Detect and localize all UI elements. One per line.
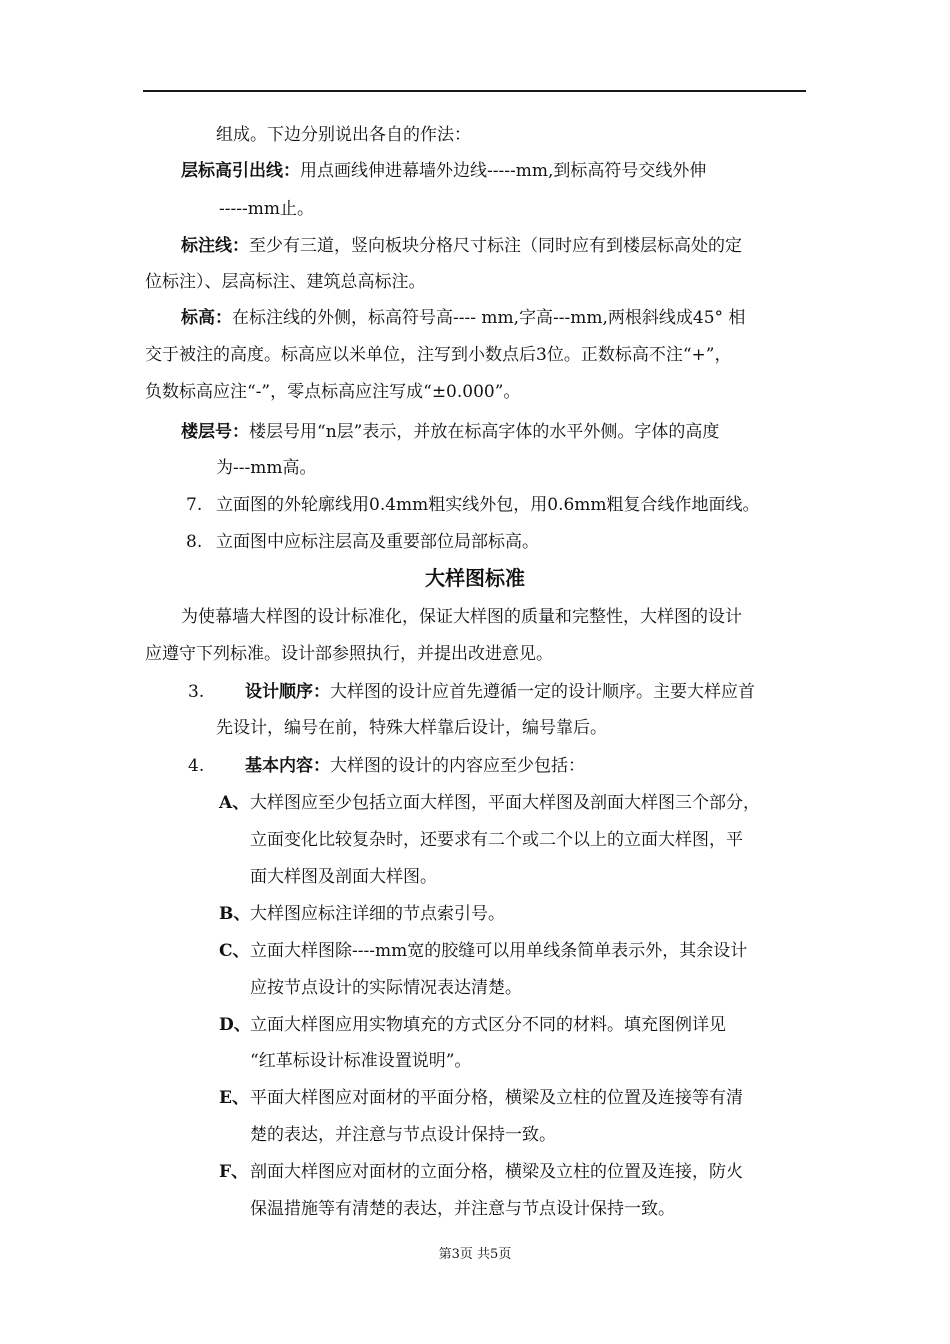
- text-line: 大样图应至少包括立面大样图，平面大样图及剖面大样图三个部分，: [250, 793, 760, 813]
- text-line: 为使幕墙大样图的设计标准化，保证大样图的质量和完整性，大样图的设计: [181, 607, 742, 627]
- text-line: -----mm止。: [219, 199, 314, 219]
- sub-item-mark: C、: [219, 941, 250, 961]
- text-line: 立面大样图应用实物填充的方式区分不同的材料。填充图例详见: [250, 1015, 726, 1035]
- sub-item-mark: A、: [219, 793, 250, 813]
- term-label: 楼层号：: [181, 422, 249, 442]
- sub-item-mark: F、: [219, 1162, 249, 1182]
- text-line: 负数标高应注“-”，零点标高应注写成“±0.000”。: [145, 382, 521, 402]
- term-label: 层标高引出线：: [181, 161, 300, 181]
- section-title: 大样图标准: [425, 566, 525, 590]
- term-label: 标注线：: [181, 236, 249, 256]
- text-line: 剖面大样图应对面材的立面分格，横梁及立柱的位置及连接，防火: [250, 1162, 743, 1182]
- text-line: 组成。下边分别说出各自的作法：: [216, 125, 471, 145]
- text-line: “红革标设计标准设置说明”。: [250, 1051, 472, 1071]
- text-line: 基本内容：大样图的设计的内容应至少包括：: [245, 756, 585, 776]
- list-number: 8.: [186, 532, 203, 552]
- text-line: 为---mm高。: [216, 458, 317, 478]
- text-line: 面大样图及剖面大样图。: [250, 867, 437, 887]
- list-number: 3.: [188, 682, 205, 702]
- text-line: 位标注）、层高标注、建筑总高标注。: [145, 272, 426, 292]
- text-line: 标注线：至少有三道，竖向板块分格尺寸标注（同时应有到楼层标高处的定: [181, 236, 742, 256]
- text-line: 立面变化比较复杂时，还要求有二个或二个以上的立面大样图，平: [250, 830, 743, 850]
- term-label: 基本内容：: [245, 756, 330, 776]
- text-line: 应按节点设计的实际情况表达清楚。: [250, 978, 522, 998]
- sub-item-mark: D、: [219, 1015, 251, 1035]
- text-line: 大样图应标注详细的节点索引号。: [250, 904, 505, 924]
- sub-item-mark: B、: [219, 904, 251, 924]
- text-line: 层标高引出线：用点画线伸进幕墙外边线-----mm,到标高符号交线外伸: [181, 161, 707, 181]
- text-line: 设计顺序：大样图的设计应首先遵循一定的设计顺序。主要大样应首: [245, 682, 755, 702]
- text-line: 立面大样图除----mm宽的胶缝可以用单线条简单表示外，其余设计: [250, 941, 748, 961]
- header-rule: [143, 90, 806, 92]
- list-number: 7.: [186, 495, 203, 515]
- text-line: 楼层号：楼层号用“n层”表示，并放在标高字体的水平外侧。字体的高度: [181, 422, 720, 442]
- page-number: 第3页 共5页: [438, 1247, 512, 1262]
- text-line: 立面图的外轮廓线用0.4mm粗实线外包，用0.6mm粗复合线作地面线。: [216, 495, 760, 515]
- text-line: 应遵守下列标准。设计部参照执行，并提出改进意见。: [145, 644, 553, 664]
- text-line: 交于被注的高度。标高应以米单位，注写到小数点后3位。正数标高不注“+”，: [145, 345, 732, 365]
- text-line: 平面大样图应对面材的平面分格，横梁及立柱的位置及连接等有清: [250, 1088, 743, 1108]
- sub-item-mark: E、: [219, 1088, 249, 1108]
- term-label: 标高：: [181, 308, 232, 328]
- text-line: 立面图中应标注层高及重要部位局部标高。: [216, 532, 539, 552]
- text-line: 标高：在标注线的外侧，标高符号高---- mm,字高---mm,两根斜线成45° 相: [181, 308, 746, 328]
- text-line: 先设计，编号在前，特殊大样靠后设计，编号靠后。: [216, 718, 607, 738]
- text-line: 保温措施等有清楚的表达，并注意与节点设计保持一致。: [250, 1199, 675, 1219]
- term-label: 设计顺序：: [245, 682, 330, 702]
- text-line: 楚的表达，并注意与节点设计保持一致。: [250, 1125, 556, 1145]
- list-number: 4.: [188, 756, 205, 776]
